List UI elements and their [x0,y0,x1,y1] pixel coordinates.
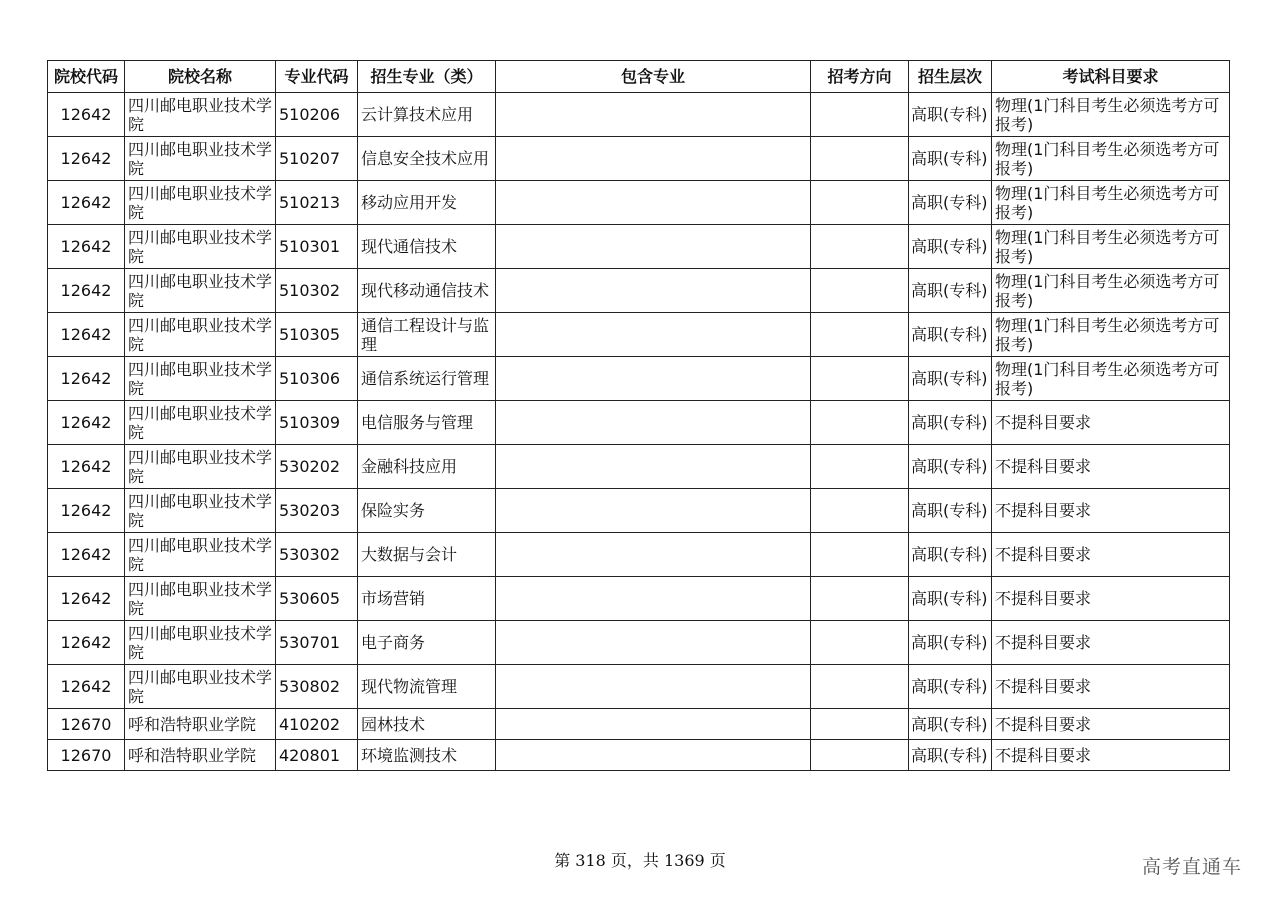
cell-major-code: 510309 [276,401,358,445]
cell-major-code: 530202 [276,445,358,489]
cell-included-majors [496,93,811,137]
cell-direction [811,137,909,181]
cell-direction [811,533,909,577]
table-row [48,665,1230,709]
cell-major-code: 530203 [276,489,358,533]
cell-included-majors [496,709,811,740]
table-header-row [48,61,1230,93]
cell-level: 高职(专科) [909,621,992,665]
header-school-name: 院校名称 [125,61,276,93]
header-subject-requirement: 考试科目要求 [992,61,1230,93]
cell-level: 高职(专科) [909,533,992,577]
cell-major-name: 环境监测技术 [358,740,496,771]
cell-major-name: 信息安全技术应用 [358,137,496,181]
cell-included-majors [496,269,811,313]
cell-major-name: 移动应用开发 [358,181,496,225]
cell-level: 高职(专科) [909,313,992,357]
cell-major-code: 530302 [276,533,358,577]
table-row [48,313,1230,357]
cell-major-code: 530802 [276,665,358,709]
table-row [48,181,1230,225]
cell-subject-requirement: 物理(1门科目考生必须选考方可报考) [992,225,1230,269]
cell-subject-requirement: 物理(1门科目考生必须选考方可报考) [992,269,1230,313]
table-row [48,709,1230,740]
table-row [48,445,1230,489]
cell-school-code: 12642 [48,577,125,621]
cell-subject-requirement: 不提科目要求 [992,489,1230,533]
header-level: 招生层次 [909,61,992,93]
cell-school-name: 呼和浩特职业学院 [125,740,276,771]
cell-school-name: 四川邮电职业技术学院 [125,577,276,621]
cell-major-name: 金融科技应用 [358,445,496,489]
cell-school-code: 12642 [48,93,125,137]
cell-direction [811,445,909,489]
cell-school-name: 四川邮电职业技术学院 [125,181,276,225]
table-row [48,269,1230,313]
cell-direction [811,489,909,533]
cell-included-majors [496,665,811,709]
cell-major-code: 530701 [276,621,358,665]
cell-school-name: 四川邮电职业技术学院 [125,533,276,577]
header-major-code: 专业代码 [276,61,358,93]
cell-level: 高职(专科) [909,709,992,740]
cell-school-code: 12642 [48,665,125,709]
cell-major-code: 410202 [276,709,358,740]
cell-direction [811,621,909,665]
cell-school-code: 12642 [48,621,125,665]
cell-included-majors [496,740,811,771]
cell-subject-requirement: 物理(1门科目考生必须选考方可报考) [992,93,1230,137]
cell-school-code: 12642 [48,401,125,445]
table-row [48,93,1230,137]
cell-school-name: 四川邮电职业技术学院 [125,137,276,181]
table-row [48,740,1230,771]
cell-major-code: 510302 [276,269,358,313]
cell-level: 高职(专科) [909,665,992,709]
cell-school-name: 四川邮电职业技术学院 [125,225,276,269]
table-row [48,137,1230,181]
cell-major-code: 420801 [276,740,358,771]
cell-subject-requirement: 不提科目要求 [992,533,1230,577]
cell-subject-requirement: 物理(1门科目考生必须选考方可报考) [992,313,1230,357]
cell-direction [811,269,909,313]
cell-level: 高职(专科) [909,357,992,401]
cell-included-majors [496,621,811,665]
cell-direction [811,401,909,445]
cell-school-code: 12642 [48,137,125,181]
cell-direction [811,577,909,621]
cell-school-code: 12670 [48,740,125,771]
cell-direction [811,357,909,401]
cell-major-name: 园林技术 [358,709,496,740]
cell-level: 高职(专科) [909,93,992,137]
cell-school-code: 12642 [48,269,125,313]
table-row [48,401,1230,445]
cell-major-code: 530605 [276,577,358,621]
cell-school-name: 四川邮电职业技术学院 [125,357,276,401]
cell-school-name: 四川邮电职业技术学院 [125,93,276,137]
header-major-name: 招生专业（类） [358,61,496,93]
cell-major-name: 云计算技术应用 [358,93,496,137]
cell-school-code: 12670 [48,709,125,740]
cell-level: 高职(专科) [909,269,992,313]
cell-direction [811,665,909,709]
cell-subject-requirement: 物理(1门科目考生必须选考方可报考) [992,357,1230,401]
cell-level: 高职(专科) [909,401,992,445]
cell-school-name: 四川邮电职业技术学院 [125,401,276,445]
cell-included-majors [496,181,811,225]
cell-school-code: 12642 [48,533,125,577]
header-school-code: 院校代码 [48,61,125,93]
cell-level: 高职(专科) [909,489,992,533]
cell-school-name: 四川邮电职业技术学院 [125,665,276,709]
table-row [48,489,1230,533]
cell-school-name: 四川邮电职业技术学院 [125,489,276,533]
cell-included-majors [496,577,811,621]
cell-subject-requirement: 物理(1门科目考生必须选考方可报考) [992,181,1230,225]
cell-school-code: 12642 [48,181,125,225]
cell-major-code: 510213 [276,181,358,225]
cell-direction [811,225,909,269]
cell-included-majors [496,137,811,181]
cell-school-code: 12642 [48,225,125,269]
cell-major-code: 510305 [276,313,358,357]
cell-direction [811,709,909,740]
table-row [48,225,1230,269]
cell-school-name: 四川邮电职业技术学院 [125,621,276,665]
cell-subject-requirement: 不提科目要求 [992,621,1230,665]
cell-major-name: 通信系统运行管理 [358,357,496,401]
cell-major-name: 现代通信技术 [358,225,496,269]
cell-major-name: 现代物流管理 [358,665,496,709]
cell-level: 高职(专科) [909,181,992,225]
cell-subject-requirement: 不提科目要求 [992,401,1230,445]
cell-school-name: 四川邮电职业技术学院 [125,445,276,489]
cell-school-code: 12642 [48,445,125,489]
table-row [48,621,1230,665]
cell-school-code: 12642 [48,357,125,401]
cell-level: 高职(专科) [909,225,992,269]
cell-school-name: 呼和浩特职业学院 [125,709,276,740]
cell-major-name: 市场营销 [358,577,496,621]
cell-subject-requirement: 不提科目要求 [992,665,1230,709]
cell-included-majors [496,489,811,533]
cell-subject-requirement: 不提科目要求 [992,577,1230,621]
cell-included-majors [496,533,811,577]
cell-included-majors [496,401,811,445]
cell-included-majors [496,357,811,401]
header-direction: 招考方向 [811,61,909,93]
cell-subject-requirement: 物理(1门科目考生必须选考方可报考) [992,137,1230,181]
cell-direction [811,93,909,137]
cell-direction [811,740,909,771]
admissions-table [47,60,1230,771]
cell-major-code: 510306 [276,357,358,401]
cell-major-code: 510206 [276,93,358,137]
watermark: 高考直通车 [1142,856,1243,878]
cell-major-name: 保险实务 [358,489,496,533]
cell-included-majors [496,445,811,489]
cell-school-code: 12642 [48,489,125,533]
header-included-majors: 包含专业 [496,61,811,93]
cell-included-majors [496,225,811,269]
table-row [48,533,1230,577]
table-row [48,357,1230,401]
cell-school-code: 12642 [48,313,125,357]
cell-major-name: 现代移动通信技术 [358,269,496,313]
cell-major-code: 510207 [276,137,358,181]
cell-level: 高职(专科) [909,137,992,181]
cell-major-name: 大数据与会计 [358,533,496,577]
cell-subject-requirement: 不提科目要求 [992,445,1230,489]
cell-school-name: 四川邮电职业技术学院 [125,269,276,313]
cell-direction [811,313,909,357]
cell-subject-requirement: 不提科目要求 [992,740,1230,771]
cell-major-name: 电信服务与管理 [358,401,496,445]
cell-major-name: 电子商务 [358,621,496,665]
cell-subject-requirement: 不提科目要求 [992,709,1230,740]
cell-major-code: 510301 [276,225,358,269]
page-number: 第 318 页，共 1369 页 [554,851,726,870]
cell-direction [811,181,909,225]
cell-level: 高职(专科) [909,445,992,489]
cell-level: 高职(专科) [909,740,992,771]
table-row [48,577,1230,621]
cell-school-name: 四川邮电职业技术学院 [125,313,276,357]
cell-major-name: 通信工程设计与监理 [358,313,496,357]
cell-level: 高职(专科) [909,577,992,621]
cell-included-majors [496,313,811,357]
